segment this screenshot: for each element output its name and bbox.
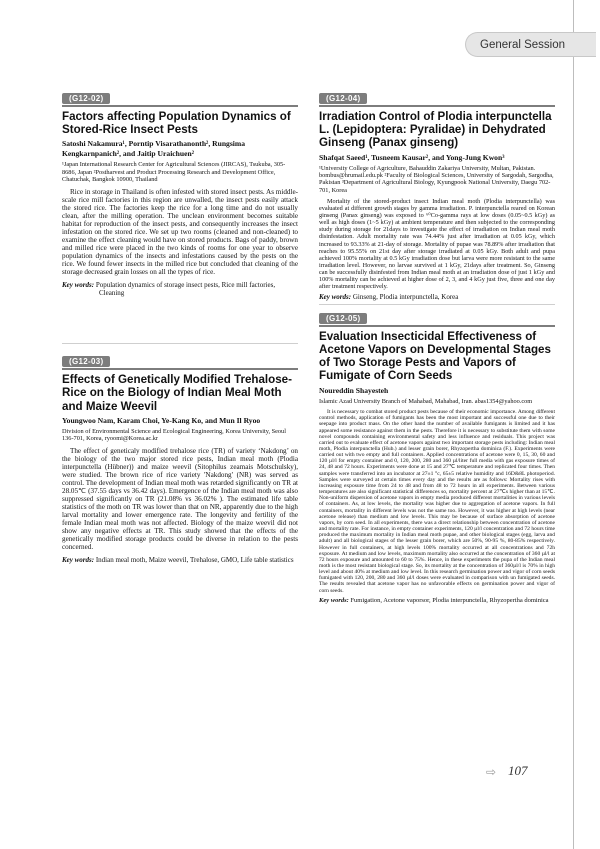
keywords-text: Fumigation, Acetone vaporsor, Plodia interpunctella, Rhyzopertha dominica xyxy=(350,596,549,604)
badge-rule xyxy=(62,105,298,107)
article-authors: Shafqat Saeed¹, Tusneem Kausar², and Yong-Jung Kwon³ xyxy=(319,152,505,162)
page-number: 107 xyxy=(508,763,528,778)
article-keywords xyxy=(319,597,555,604)
article-keywords xyxy=(62,281,298,297)
article-code-badge: (G12-05) xyxy=(319,313,367,324)
article-code-badge: (G12-04) xyxy=(319,93,367,104)
session-tab: General Session xyxy=(465,32,596,57)
article-abstract: Mortality of the stored-product insect Indian meal moth (Plodia interpunctella) was evaluated at different growth stages by gamma irradiation. P. interpunctella reared on Korean ginseng (Panax ginseng) was exposed to ⁶⁰Co-gamma rays at low doses (0.05~0.5 kGy) as well as high doses (1~5 kGy) at ambient temperature and then subjected to the corresponding study during storage for 21days to investigate the effect of irradiation on Indian meal moth disinfestation. Adult mortality rate was 74.44% just after irradiation at 0.05 kGy, which increased to 93.33% at 21-day of storage. Mortality of pupae was 78.89% after irradiation that reaches to 95.55% on 21st day after storage irradiated at 0.05 kGy. Both adult and pupa achieved 100% mortality at 0.5 kGy irradiation dose but larva were more resistant to the same irradiation level. However, no larvae survived at 1 kGy, 21days after treatment. So, Ginseng can be successfully disinfested from Indian meal moth at an irradiation dose of just 1 kGy and 100% mortality can be achieved at higher dose of 2, 3, and 4 kGy just five, three and one day after treatment respectively. xyxy=(319,198,555,290)
keywords-text: Population dynamics of storage insect pests, Rice mill factories, Cleaning xyxy=(95,281,276,298)
right-column xyxy=(319,88,555,604)
article-authors: Noureddin Shayesteh xyxy=(319,385,389,395)
article-separator xyxy=(319,304,555,305)
keywords-label: Key words: xyxy=(319,596,349,604)
badge-rule xyxy=(319,325,555,327)
article-affiliation: ¹University College of Agriculture, Bahauddin Zakariya University, Multan, Pakistan. bombus@hrumail.edu.pk ²Faculty of Biological Sciences, University of Sargodah, Sargodha, Pakistan ³Department of Agricultural Biology, Kyungpook National University, Daegu 702-701, Korea xyxy=(319,164,554,194)
article-authors: Satoshi Nakamura¹, Porntip Visarathanonth², Rungsima Kengkarnpanich², and Jaitip Uraichuen² xyxy=(62,139,246,159)
article-authors: Youngwoo Nam, Karam Choi, Ye-Kang Ko, and Mun Il Ryoo xyxy=(62,415,261,425)
article-affiliation: Division of Environmental Science and Ecological Engineering, Korea University, Seoul 136-701, Korea, ryoomi@Korea.ac.kr xyxy=(62,427,286,443)
keywords-label: Key words: xyxy=(319,292,352,301)
keywords-text: Indian meal moth, Maize weevil, Trehalose, GMO, Life table statistics xyxy=(95,556,294,565)
left-column xyxy=(62,88,298,564)
article-title: Factors affecting Population Dynamics of Stored-Rice Insect Pests xyxy=(62,110,291,137)
keywords-label: Key words: xyxy=(62,281,95,290)
article-title: Evaluation Insecticidal Effectiveness of Acetone Vapors on Developmental Stages of Two Storage Pests and Vapors of Fumigate of Corn Seeds xyxy=(319,329,551,383)
article-affiliation: ¹Japan International Research Center for Agricultural Sciences (JIRCAS), Tsukuba, 305-8686, Japan ²Postharvest and Product Processing Research and Development Office, Chatuchak, Bangkok 10900, Thailand xyxy=(62,161,286,184)
article-abstract: The effect of geneticaly modified trehalose rice (TR) of variety ‘Nakdong’ on the biology of the two major stored rice pests, Indian meal moth (Plodia interpunctella (Hübner)) and maize weevil (Sitophilus zeamais Motschulsky), were studied. The brown rice of rice variety 'Nakdong' (NR) was served as control. The development of Indian meal moth was retarded significantly on TR at 28.05℃ (37.55 days vs 36.42 days). Emergence of the Indian meal moth was also suppressed significantly on TR (21.08% vs 36.02% ). The estimated life table statistics of the moth on TR was lower than that on NR, apparently due to the high larval mortality and lower emergence rate. The longevity and fertility of the female Indian meal moth was not affected. Biology of the maize weevil did not show any negative effects at TR. This study showed that the effects of the genetically modified storage products could be diverse in relation to the pests concerned. xyxy=(62,446,298,552)
article-title: Irradiation Control of Plodia interpunctella L. (Lepidoptera: Pyralidae) in Dehydrated Ginseng (Panax ginseng) xyxy=(319,110,552,150)
keywords-label: Key words: xyxy=(62,556,95,565)
page-edge-rule xyxy=(573,0,574,849)
article-affiliation: Islamic Azad University Branch of Mahabad, Mahabad, Iran. abas1354@yahoo.com xyxy=(319,397,533,405)
article-keywords xyxy=(62,556,298,564)
article-code-badge: (G12-03) xyxy=(62,356,110,367)
article-g12-02 xyxy=(62,88,298,297)
keywords-text: Ginseng, Plodia interpunctella, Korea xyxy=(352,292,459,301)
article-title: Effects of Genetically Modified Trehalose-Rice on the Biology of Indian Meal Moth and Maize Weevil xyxy=(62,373,292,413)
article-g12-05 xyxy=(319,308,555,604)
article-abstract: Rice in storage in Thailand is often infested with stored insect pests. As middle-scale rice mill factories in this region are unwalled, the insect pests easily attack the stored rice. The factories keep the rice for a long time and do not usually clean, after the milling operation. The unclean environment becomes suitable habitat for reproduction of the insect pests, and consequently increases the insect infestation on the stored rice. We set up two rooms (cleaned and non-cleaned) to examine the effect cleaning would have on stored products. Bags of paddy, brown and milled rice were placed in the two kinds of rooms for one year to observe population dynamics of the insects and infestations caused by the pests on the rice. We found fewer insects in the milled rice but concluded that cleaning of the storage decreased grain losses on all the types of rice. xyxy=(62,187,298,277)
badge-rule xyxy=(319,105,555,107)
article-g12-04 xyxy=(319,88,555,301)
page-arrow-icon: ⇨ xyxy=(486,765,497,779)
article-abstract: It is necessary to combat stored product pests because of their economic importance. Among different control methods, application of fumigants has been the most important and successful one due to their seepage into product mass. On the other hand the number of available fumigants is limited and it has appeared some resistance against them in the pests. Therefore it is necessary to substitute them with some novel compounds containing environmental safety and less influence and residuals. This project was carried out to evaluate effect of acetone vapors against two important storage pests including: Indian meal moth, Plodia interpunctella (Hub.) and lesser grain borer, Rhyzopertha dominica (F.). Experiments were carried out with two empty and full containers. Applied concentrations of acetone were 0, 15, 30, 60 and 120 µl/l for empty container and 0, 120, 200, 280 and 360 µl/liter full media with gas exposure times of 24, 48 and 72 hours. Experiments were done at 15 and 27℃ temperature and replicated four times. Then samples were transferred into an incubator at 27±1 °c, 65±5 relative humidity and 16D&8L photoperiod. Samples were surveyed at certain times every day and the results are as follows: Mortality rises with increasing exposure time from 24 to 48 and from 48 to 72 hours in all experiments. Between various temperatures are also significant statistical differences so, mortality percent at 27℃s higher than at 15℃. Non-uniform dispersion of acetone vapors in empty media produced different mortalities in various levels of containers. As, at low levels, the mortality was higher due to aggregation of acetone vapors. In full containers, mortality in different levels was not the same too. However, it was higher at high levels (near acetone release) than medium and low levels. This may be because of surface absorption of acetone vapors, by corn seed. In all experiments, there was a direct relationship between concentration of acetone and mortality rate. For instance, in empty container experiments, 120 µl/l concentration and 72 hours time produced the maximum mortality in Indian meal moth pupae, and other biological stages (egg, larva and adult) and all biological stages of the lesser grain borer, which are 50%, 90-95 %, 80-85% respectively. However in full containers, at high levels 100% mortality occurred at all concentrations and 72h exposure. At medium and low levels, maximum mortality also occurred at the concentration of 360 µl/l at 72 hours exposure and amounted to 60 to 75%. Hence, in these experiments the pupa of the Indian meal moth is the most resistant biological stage. So, its mortality at the concentration of 360µl/l is 70% in high level and about 40% at medium and low level. In this research germination power and vigor of corn seeds fumigated with 120, 200, 280 and 360 µl/l doses were evaluated in comparison with un fumigated seeds. The results revealed that acetone vapor has no unfavorable effects on germination power and vigor of corn seeds. xyxy=(319,409,555,594)
article-g12-03 xyxy=(62,351,298,564)
badge-rule xyxy=(62,368,298,370)
article-separator xyxy=(62,343,298,344)
article-keywords xyxy=(319,293,555,301)
article-code-badge: (G12-02) xyxy=(62,93,110,104)
